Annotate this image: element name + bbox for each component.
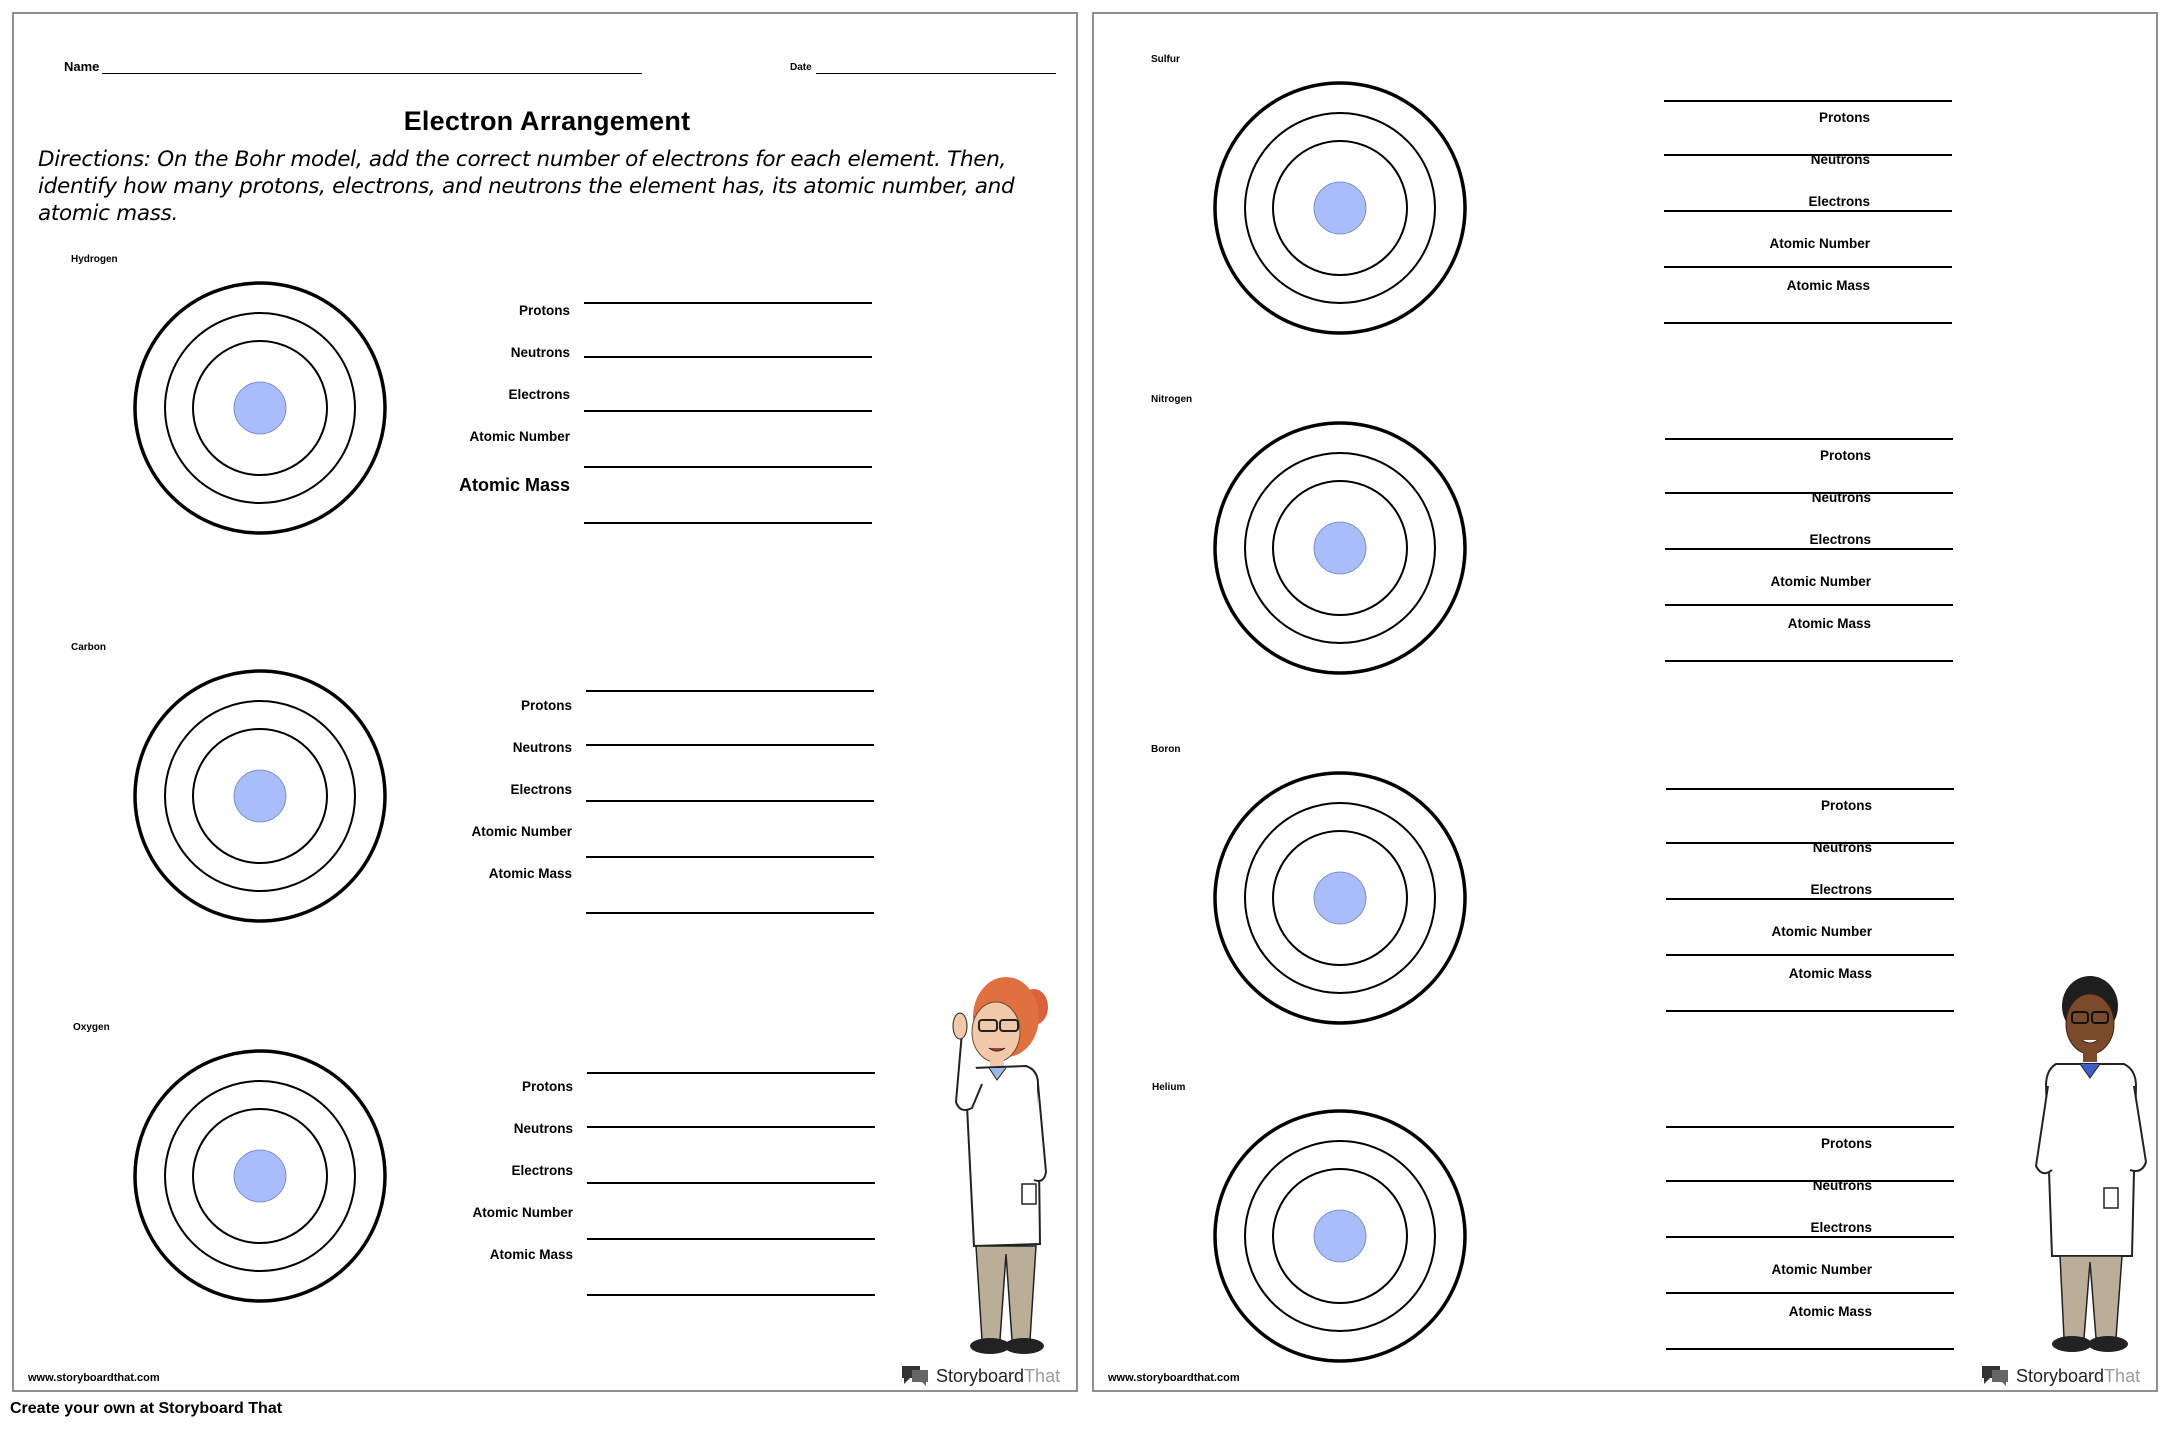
element-label-carbon: Carbon bbox=[71, 642, 106, 653]
bohr-model-nitrogen[interactable] bbox=[1212, 420, 1468, 676]
name-label: Name bbox=[64, 59, 100, 74]
date-line[interactable] bbox=[816, 73, 1056, 74]
storyboardthat-logo[interactable] bbox=[1980, 1364, 2140, 1388]
atomic-mass-label: Atomic Mass bbox=[458, 475, 570, 495]
atomic-mass-label: Atomic Mass bbox=[1787, 616, 1871, 631]
protons-label: Protons bbox=[1820, 1136, 1872, 1151]
atomic-mass-answer-line[interactable] bbox=[1666, 1010, 1954, 1012]
element-label-sulfur: Sulfur bbox=[1151, 54, 1180, 65]
neutrons-label: Neutrons bbox=[513, 1121, 573, 1136]
neutrons-label: Neutrons bbox=[1812, 1178, 1872, 1193]
neutrons-answer-line[interactable] bbox=[586, 744, 874, 746]
atomic-number-answer-line[interactable] bbox=[1666, 954, 1954, 956]
footer-url[interactable]: www.storyboardthat.com bbox=[28, 1372, 160, 1384]
footer-url[interactable]: www.storyboardthat.com bbox=[1108, 1372, 1240, 1384]
worksheet-page-left bbox=[12, 12, 1078, 1392]
element-label-oxygen: Oxygen bbox=[73, 1022, 110, 1033]
protons-answer-line[interactable] bbox=[1664, 100, 1952, 102]
neutrons-label: Neutrons bbox=[1811, 490, 1871, 505]
bohr-model-oxygen[interactable] bbox=[132, 1048, 388, 1304]
atomic-number-label: Atomic Number bbox=[1770, 574, 1871, 589]
brand-storyboard: Storyboard bbox=[936, 1365, 1025, 1386]
protons-answer-line[interactable] bbox=[587, 1072, 875, 1074]
electrons-label: Electrons bbox=[1809, 532, 1871, 547]
atomic-number-label: Atomic Number bbox=[469, 429, 570, 444]
atomic-mass-label: Atomic Mass bbox=[1786, 278, 1870, 293]
atomic-number-label: Atomic Number bbox=[471, 824, 572, 839]
protons-answer-line[interactable] bbox=[584, 302, 872, 304]
electrons-label: Electrons bbox=[511, 1163, 573, 1178]
atomic-number-label: Atomic Number bbox=[472, 1205, 573, 1220]
neutrons-label: Neutrons bbox=[1810, 152, 1870, 167]
protons-label: Protons bbox=[520, 698, 572, 713]
electrons-label: Electrons bbox=[1808, 194, 1870, 209]
element-label-nitrogen: Nitrogen bbox=[1151, 394, 1193, 405]
create-your-own-link[interactable]: Create your own at Storyboard That bbox=[10, 1400, 283, 1417]
brand-storyboard: Storyboard bbox=[2016, 1365, 2105, 1386]
element-label-boron: Boron bbox=[1151, 744, 1181, 755]
name-line[interactable] bbox=[102, 73, 642, 74]
electrons-answer-line[interactable] bbox=[1666, 898, 1954, 900]
electrons-answer-line[interactable] bbox=[1666, 1236, 1954, 1238]
protons-answer-line[interactable] bbox=[1666, 788, 1954, 790]
bohr-model-helium[interactable] bbox=[1212, 1108, 1468, 1364]
electrons-answer-line[interactable] bbox=[584, 410, 872, 412]
atomic-mass-answer-line[interactable] bbox=[584, 522, 872, 524]
atomic-number-answer-line[interactable] bbox=[586, 856, 874, 858]
neutrons-label: Neutrons bbox=[1812, 840, 1872, 855]
brand-that: That bbox=[1024, 1365, 1061, 1386]
atomic-number-label: Atomic Number bbox=[1771, 924, 1872, 939]
element-label-helium: Helium bbox=[1152, 1082, 1186, 1093]
electrons-answer-line[interactable] bbox=[1664, 210, 1952, 212]
protons-label: Protons bbox=[518, 303, 570, 318]
brand-that: That bbox=[2104, 1365, 2141, 1386]
protons-label: Protons bbox=[521, 1079, 573, 1094]
worksheet-page-right bbox=[1092, 12, 2158, 1392]
atomic-number-answer-line[interactable] bbox=[1665, 604, 1953, 606]
speech-bubble-icon bbox=[900, 1364, 930, 1388]
worksheet-title: Electron Arrangement bbox=[403, 106, 691, 136]
bohr-model-sulfur[interactable] bbox=[1212, 80, 1468, 336]
protons-answer-line[interactable] bbox=[586, 690, 874, 692]
electrons-answer-line[interactable] bbox=[586, 800, 874, 802]
atomic-mass-label: Atomic Mass bbox=[488, 866, 572, 881]
protons-answer-line[interactable] bbox=[1666, 1126, 1954, 1128]
element-label-hydrogen: Hydrogen bbox=[71, 254, 118, 265]
electrons-label: Electrons bbox=[1810, 882, 1872, 897]
protons-answer-line[interactable] bbox=[1665, 438, 1953, 440]
protons-label: Protons bbox=[1818, 110, 1870, 125]
speech-bubble-icon bbox=[1980, 1364, 2010, 1388]
atomic-mass-answer-line[interactable] bbox=[587, 1294, 875, 1296]
neutrons-answer-line[interactable] bbox=[1665, 492, 1953, 494]
protons-label: Protons bbox=[1820, 798, 1872, 813]
bohr-model-carbon[interactable] bbox=[132, 668, 388, 924]
scientist-illustration-male bbox=[2030, 966, 2150, 1356]
atomic-mass-label: Atomic Mass bbox=[1788, 1304, 1872, 1319]
date-label: Date bbox=[790, 62, 812, 73]
scientist-illustration-female bbox=[934, 962, 1076, 1358]
neutrons-answer-line[interactable] bbox=[1666, 1180, 1954, 1182]
atomic-mass-label: Atomic Mass bbox=[1788, 966, 1872, 981]
atomic-mass-label: Atomic Mass bbox=[489, 1247, 573, 1262]
bohr-model-hydrogen[interactable] bbox=[132, 280, 388, 536]
storyboardthat-logo[interactable] bbox=[900, 1364, 1060, 1388]
neutrons-label: Neutrons bbox=[510, 345, 570, 360]
bohr-model-boron[interactable] bbox=[1212, 770, 1468, 1026]
electrons-label: Electrons bbox=[508, 387, 570, 402]
atomic-number-answer-line[interactable] bbox=[1664, 266, 1952, 268]
atomic-number-label: Atomic Number bbox=[1769, 236, 1870, 251]
atomic-mass-answer-line[interactable] bbox=[1666, 1348, 1954, 1350]
atomic-mass-answer-line[interactable] bbox=[1665, 660, 1953, 662]
neutrons-answer-line[interactable] bbox=[584, 356, 872, 358]
atomic-number-answer-line[interactable] bbox=[587, 1238, 875, 1240]
electrons-label: Electrons bbox=[510, 782, 572, 797]
electrons-answer-line[interactable] bbox=[1665, 548, 1953, 550]
neutrons-answer-line[interactable] bbox=[1664, 154, 1952, 156]
neutrons-label: Neutrons bbox=[512, 740, 572, 755]
neutrons-answer-line[interactable] bbox=[1666, 842, 1954, 844]
atomic-number-label: Atomic Number bbox=[1771, 1262, 1872, 1277]
directions-text: Directions: On the Bohr model, add the correct number of electrons for each element. Then, identify how many protons, electrons, and neutrons the element has, its atomic number, and atomic mass. bbox=[38, 147, 1015, 226]
atomic-mass-answer-line[interactable] bbox=[1664, 322, 1952, 324]
atomic-mass-answer-line[interactable] bbox=[586, 912, 874, 914]
atomic-number-answer-line[interactable] bbox=[1666, 1292, 1954, 1294]
atomic-number-answer-line[interactable] bbox=[584, 466, 872, 468]
neutrons-answer-line[interactable] bbox=[587, 1126, 875, 1128]
electrons-answer-line[interactable] bbox=[587, 1182, 875, 1184]
protons-label: Protons bbox=[1819, 448, 1871, 463]
electrons-label: Electrons bbox=[1810, 1220, 1872, 1235]
